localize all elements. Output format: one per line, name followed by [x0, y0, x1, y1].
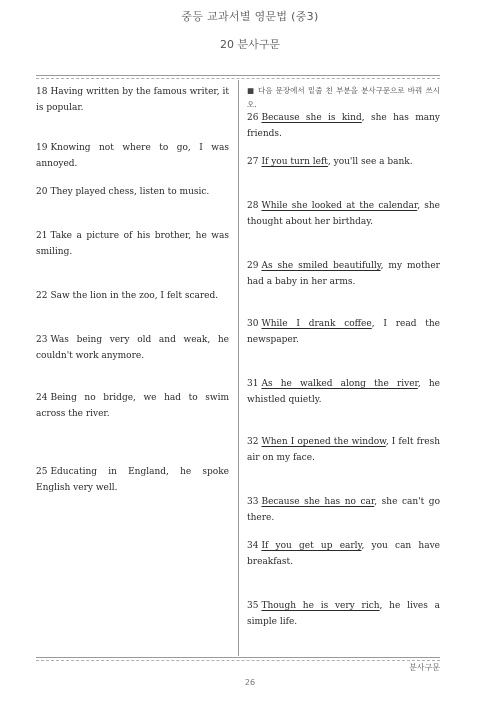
item-number: 18	[36, 87, 48, 97]
exercise-item	[36, 332, 229, 364]
item-number: 31	[247, 379, 259, 389]
bottom-rule	[36, 657, 440, 658]
exercise-item	[247, 598, 440, 630]
item-number: 33	[247, 497, 259, 507]
item-number: 28	[247, 201, 259, 211]
underlined-clause: If you get up early	[261, 541, 362, 551]
item-text: Saw the lion in the zoo, I felt scared.	[50, 291, 219, 301]
item-number: 21	[36, 231, 48, 241]
underlined-clause: As he walked along the river	[261, 379, 418, 389]
item-text: , he whistled quietly.	[247, 379, 440, 405]
bottom-dashed-rule	[36, 660, 440, 661]
item-text: , you'll see a bank.	[327, 157, 413, 167]
exercise-item	[247, 538, 440, 570]
item-text: Being no bridge, we had to swim across the river.	[36, 393, 229, 419]
item-text: Having written by the famous writer, it is popular.	[36, 87, 229, 113]
item-number: 29	[247, 261, 259, 271]
exercise-item	[247, 376, 440, 408]
item-text: , I read the newspaper.	[247, 319, 440, 345]
exercise-item	[247, 154, 440, 170]
item-number: 19	[36, 143, 48, 153]
page-number: 26	[244, 678, 256, 687]
top-dashed-rule	[36, 78, 440, 79]
exercise-item	[247, 110, 440, 142]
item-number: 35	[247, 601, 259, 611]
exercise-item	[36, 390, 229, 422]
exercise-item	[36, 84, 229, 116]
item-text: , she can't go there.	[247, 497, 440, 523]
underlined-clause: As she smiled beautifully	[261, 261, 381, 271]
item-text: , he lives a simple life.	[247, 601, 440, 627]
item-text: , my mother had a baby in her arms.	[247, 261, 440, 287]
underlined-clause: While I drank coffee	[261, 319, 372, 329]
square-bullet-icon: ■	[247, 86, 255, 95]
item-number: 30	[247, 319, 259, 329]
item-text: Educating in England, he spoke English very well.	[36, 467, 229, 493]
instruction-body: 다음 문장에서 밑줄 친 부분을 분사구문으로 바꿔 쓰시오.	[247, 86, 441, 109]
item-number: 25	[36, 467, 48, 477]
exercise-item	[247, 316, 440, 348]
exercise-item	[36, 184, 229, 200]
item-text: , I felt fresh air on my face.	[247, 437, 440, 463]
underlined-clause: Because she has no car	[261, 497, 375, 507]
top-rule	[36, 75, 440, 76]
underlined-clause: When I opened the window	[261, 437, 386, 447]
instruction-text	[247, 84, 440, 112]
column-divider	[238, 80, 239, 656]
underlined-clause: While she looked at the calendar	[261, 201, 418, 211]
item-number: 22	[36, 291, 48, 301]
exercise-item	[247, 258, 440, 290]
exercise-item	[36, 464, 229, 496]
exercise-item	[36, 228, 229, 260]
item-text: , she has many friends.	[247, 113, 440, 139]
item-text: Was being very old and weak, he couldn't work anymore.	[36, 335, 229, 361]
item-text: , you can have breakfast.	[247, 541, 440, 567]
exercise-item	[247, 198, 440, 230]
item-text: They played chess, listen to music.	[50, 187, 210, 197]
exercise-item	[247, 434, 440, 466]
item-number: 34	[247, 541, 259, 551]
book-title: 중등 교과서별 영문법 (중3)	[181, 10, 319, 23]
item-number: 23	[36, 335, 48, 345]
footer-section-label: 분사구문	[409, 663, 440, 672]
item-text: Take a picture of his brother, he was smiling.	[36, 231, 229, 257]
underlined-clause: If you turn left	[261, 157, 328, 167]
underlined-clause: Because she is kind	[261, 113, 362, 123]
exercise-item	[247, 494, 440, 526]
item-number: 32	[247, 437, 259, 447]
item-number: 24	[36, 393, 48, 403]
item-number: 27	[247, 157, 259, 167]
item-number: 26	[247, 113, 259, 123]
item-text: , she thought about her birthday.	[247, 201, 440, 227]
exercise-item	[36, 288, 229, 304]
chapter-title: 20 분사구문	[220, 38, 280, 51]
exercise-item	[36, 140, 229, 172]
item-text: Knowing not where to go, I was annoyed.	[36, 143, 229, 169]
underlined-clause: Though he is very rich	[261, 601, 380, 611]
item-number: 20	[36, 187, 48, 197]
